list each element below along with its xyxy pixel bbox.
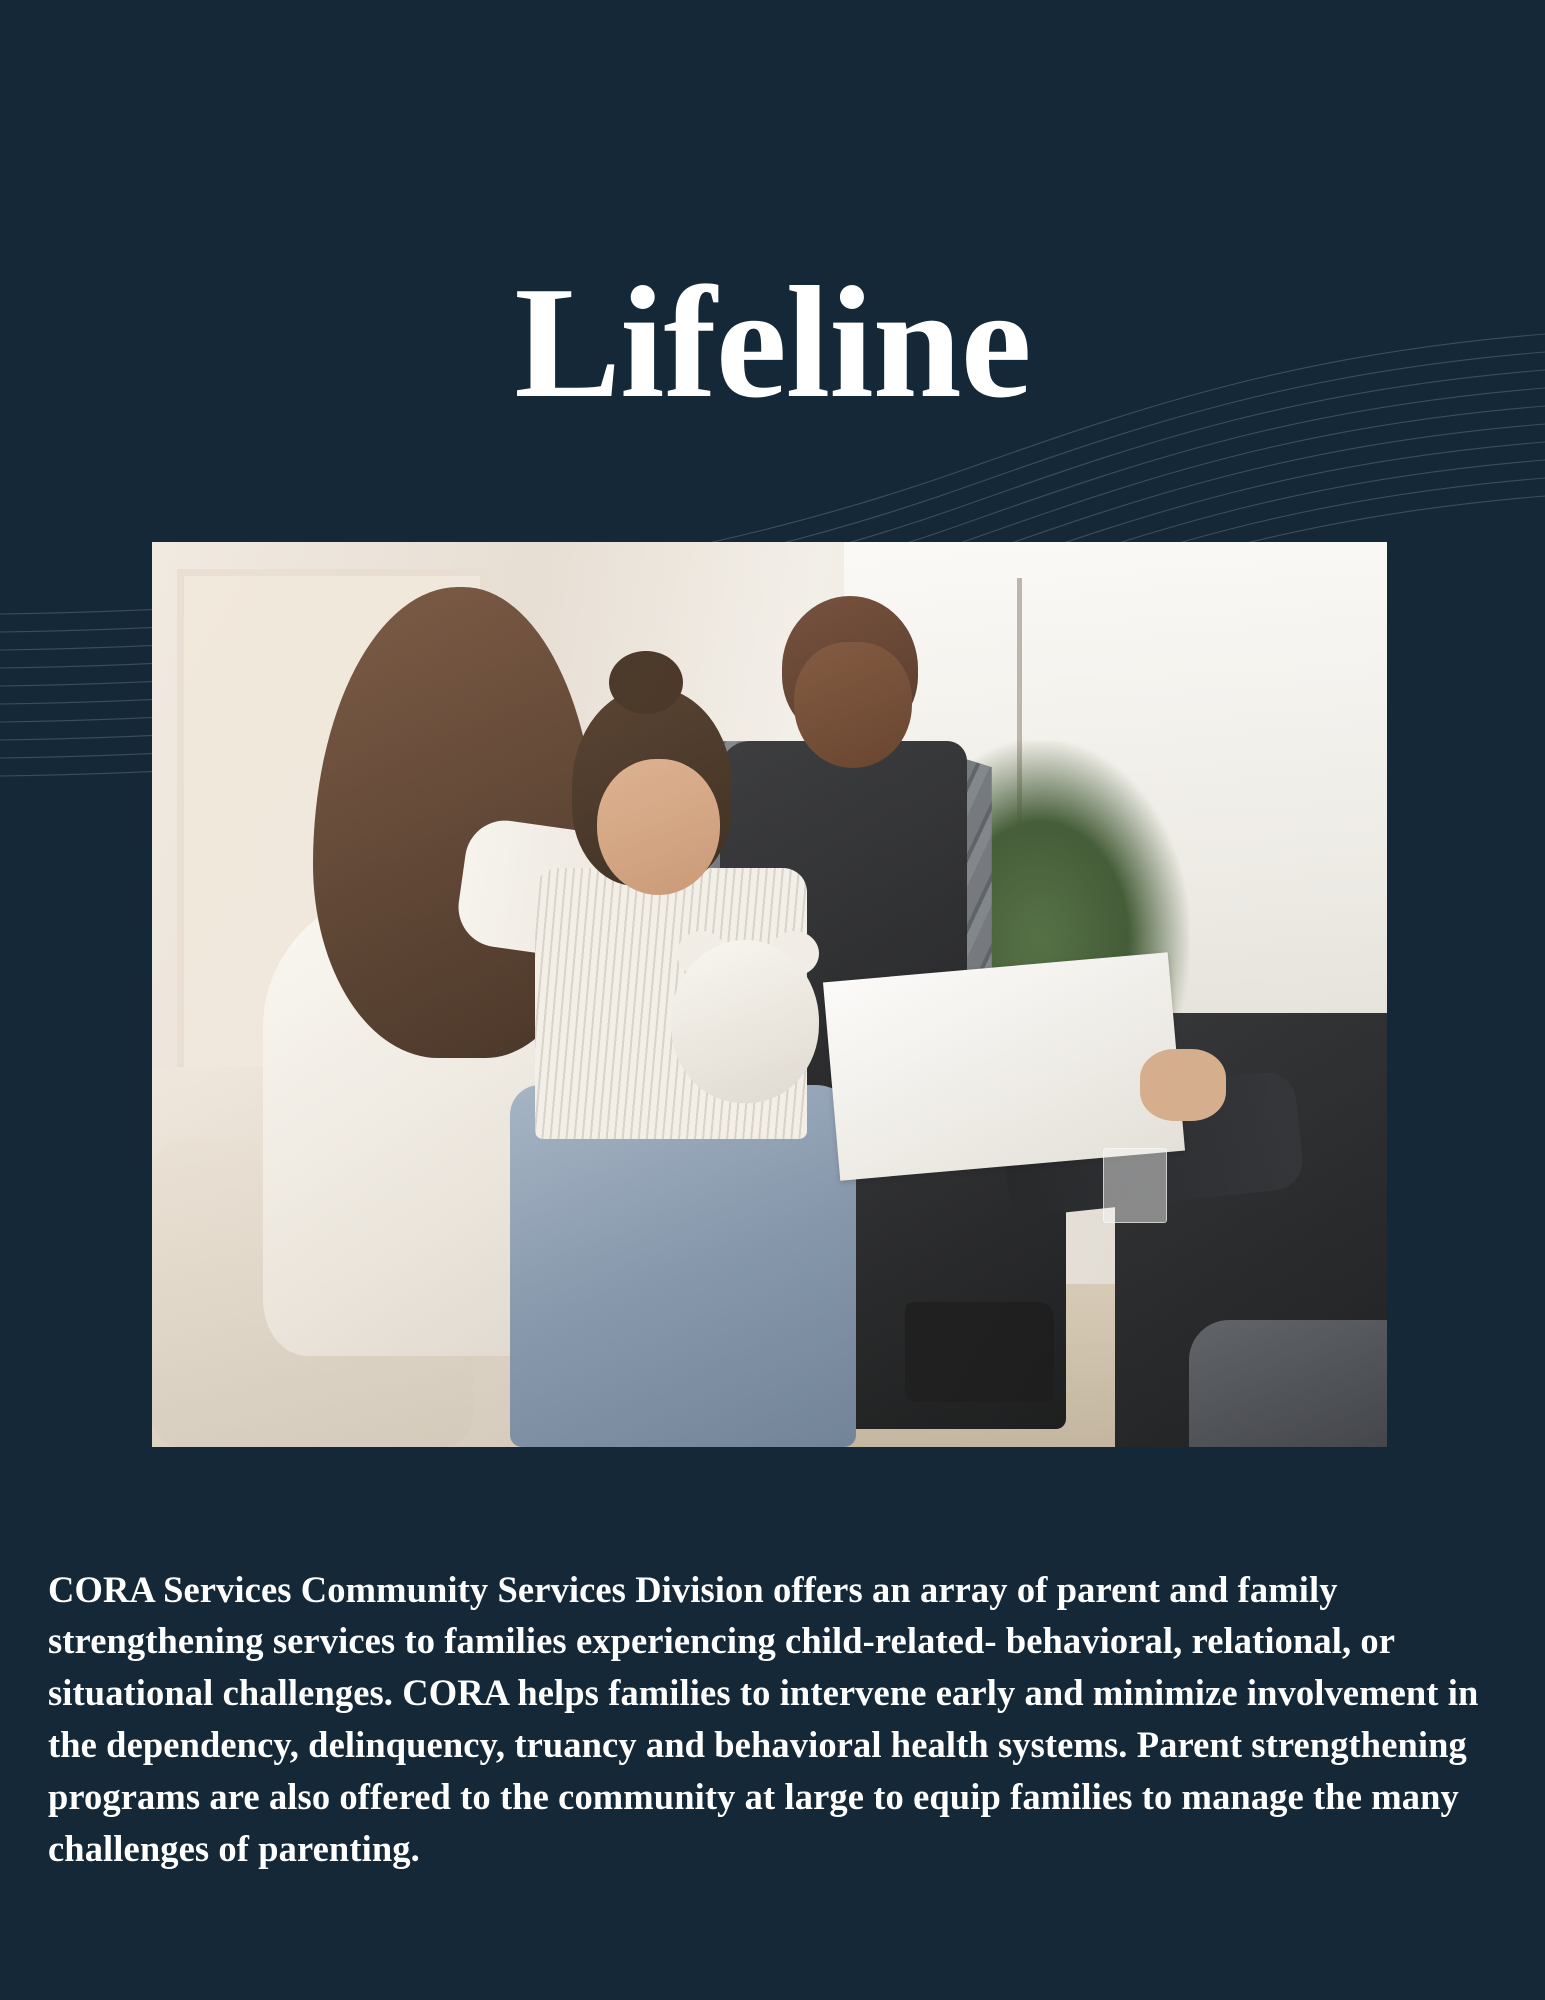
hero-photo bbox=[152, 542, 1387, 1447]
hero-photo-image bbox=[152, 542, 1387, 1447]
body-paragraph: CORA Services Community Services Division offers an array of parent and family strengthening services to families experiencing child-related- behavioral, relational, or situational challenges. CORA helps families to intervene early and minimize involvement in the dependency, delinquency, truancy and behavioral health systems. Parent strengthening programs are also offered to the community at large to equip families to manage the many challenges of parenting. bbox=[48, 1568, 1479, 1869]
page-title: Lifeline bbox=[514, 253, 1031, 432]
